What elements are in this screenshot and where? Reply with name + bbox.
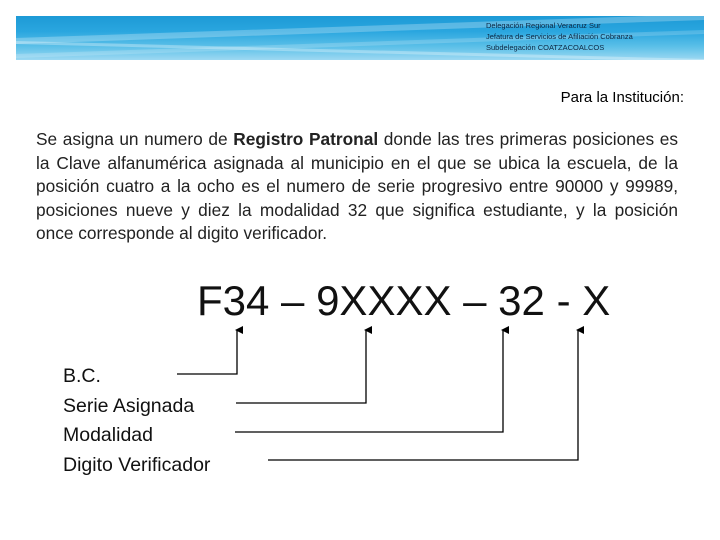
paragraph-bold-term: Registro Patronal — [233, 129, 379, 149]
header-line-delegacion: Delegación Regional Veracruz Sur — [486, 21, 601, 30]
paragraph-before: Se asigna un numero de — [36, 129, 234, 149]
header-line-subdelegacion: Subdelegación COATZACOALCOS — [486, 43, 605, 52]
paragraph-after: donde las tres primeras posiciones es la Clave alfanumérica asignada al municipio en el que se ubica la escuela, de la posición cuatro a la ocho es el numero de serie progresivo entre 90000 y 99989, posiciones nueve y diez la modalidad 32 que significa estudiante, y la posición once corresponde al digito verificador. — [36, 129, 679, 243]
arrow-digito — [268, 330, 578, 460]
registration-formula: F34 – 9XXXX – 32 - X — [197, 277, 611, 324]
arrow-serie — [236, 330, 366, 403]
header-line-jefatura: Jefatura de Servicios de Afiliación Cobranza — [486, 32, 633, 41]
section-title: Para la Institución: — [560, 89, 684, 106]
label-modalidad: Modalidad — [63, 424, 153, 446]
label-serie-asignada: Serie Asignada — [63, 394, 195, 417]
label-digito-verificador: Digito Verificador — [63, 453, 211, 476]
label-bc: B.C. — [63, 365, 101, 387]
arrow-bc — [177, 330, 237, 374]
arrow-modalidad — [235, 330, 503, 432]
